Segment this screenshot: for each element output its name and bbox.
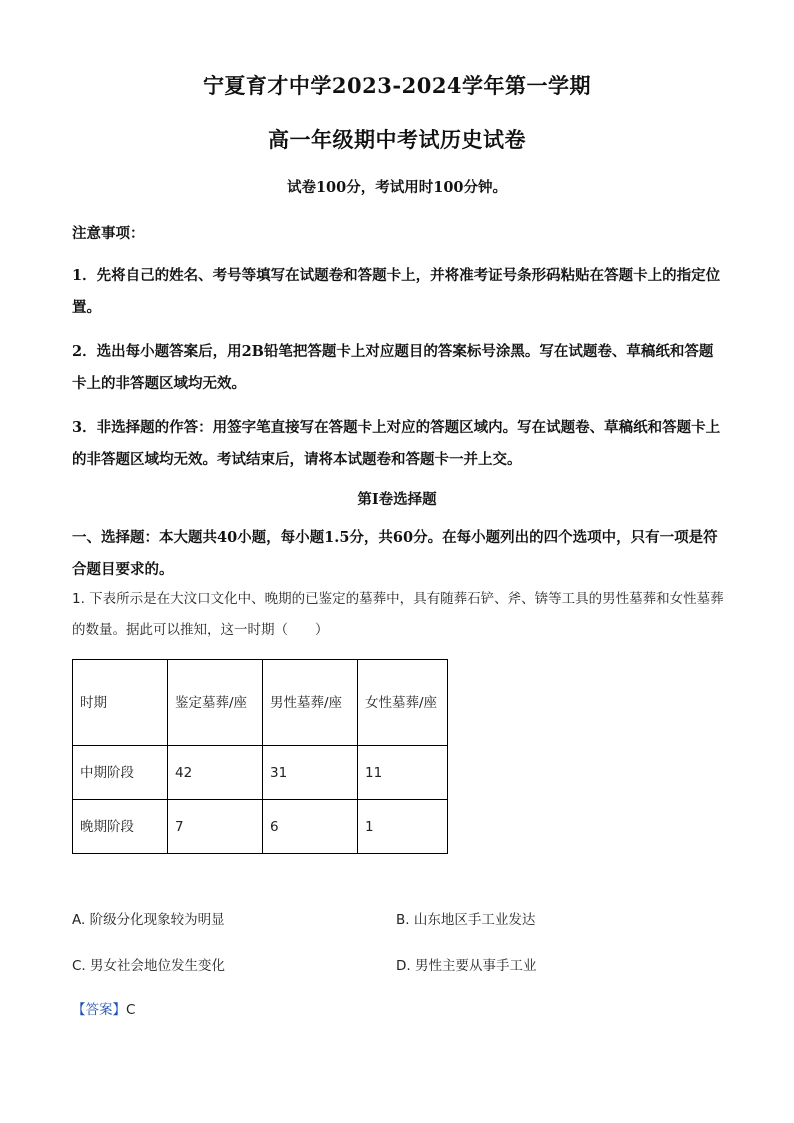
exam-title: 宁夏育才中学2023-2024学年第一学期 <box>202 73 592 98</box>
section-title: 第Ⅰ卷选择题 <box>357 491 437 508</box>
table-header-cell: 鉴定墓葬/座 <box>168 660 263 746</box>
table-cell: 7 <box>168 800 263 854</box>
exam-subtitle: 高一年级期中考试历史试卷 <box>268 127 526 152</box>
option-c: C. 男女社会地位发生变化 <box>72 958 226 974</box>
table-row <box>73 746 448 800</box>
table-cell: 1 <box>358 800 448 854</box>
option-d: D. 男性主要从事手工业 <box>396 958 537 974</box>
option-a: A. 阶级分化现象较为明显 <box>72 912 225 928</box>
answer-value: C <box>126 1002 136 1018</box>
tomb-data-table <box>72 659 448 854</box>
answer-label: 【答案】 <box>72 1002 126 1018</box>
table-header-row <box>73 660 448 746</box>
answer-line <box>72 998 135 1018</box>
table-header-cell: 女性墓葬/座 <box>358 660 448 746</box>
notice-heading: 注意事项： <box>72 225 145 242</box>
table-cell: 晚期阶段 <box>73 800 168 854</box>
section-instruction: 一、选择题：本大题共40小题，每小题1.5分，共60分。在每小题列出的四个选项中，只有一项是符合题目要求的。 <box>72 529 718 578</box>
question-1-stem: 1. 下表所示是在大汶口文化中、晚期的已鉴定的墓葬中，具有随葬石铲、斧、锛等工具的男性墓葬和女性墓葬的数量。据此可以推知，这一时期（ ） <box>72 591 724 638</box>
table-header-cell: 时期 <box>73 660 168 746</box>
table-cell: 中期阶段 <box>73 746 168 800</box>
exam-info: 试卷100分，考试用时100分钟。 <box>286 179 508 196</box>
notice-item-3: 3．非选择题的作答：用签字笔直接写在答题卡上对应的答题区域内。写在试题卷、草稿纸和答题卡上的非答题区域均无效。考试结束后，请将本试题卷和答题卡一并上交。 <box>72 419 721 468</box>
table-cell: 31 <box>263 746 358 800</box>
table-row <box>73 800 448 854</box>
table-cell: 6 <box>263 800 358 854</box>
notice-item-1: 1．先将自己的姓名、考号等填写在试题卷和答题卡上，并将准考证号条形码粘贴在答题卡上的指定位置。 <box>72 267 721 316</box>
table-cell: 42 <box>168 746 263 800</box>
table-header-cell: 男性墓葬/座 <box>263 660 358 746</box>
option-b: B. 山东地区手工业发达 <box>396 912 536 928</box>
notice-item-2: 2．选出每小题答案后，用2B铅笔把答题卡上对应题目的答案标号涂黑。写在试题卷、草稿纸和答题卡上的非答题区域均无效。 <box>72 343 714 392</box>
table-cell: 11 <box>358 746 448 800</box>
